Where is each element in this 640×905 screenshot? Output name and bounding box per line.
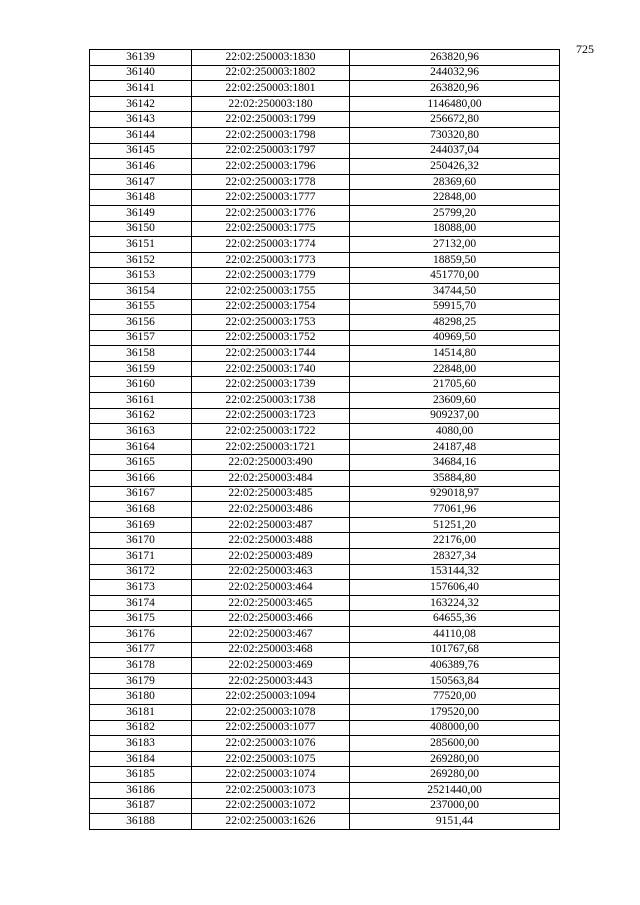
value-cell: 406389,76 [350, 658, 560, 674]
table-row [90, 595, 560, 611]
value-cell: 263820,96 [350, 81, 560, 97]
table-row [90, 736, 560, 752]
cadastral-number-cell: 22:02:250003:490 [192, 455, 350, 471]
table-row [90, 782, 560, 798]
cadastral-number-cell: 22:02:250003:1802 [192, 65, 350, 81]
cadastral-number-cell: 22:02:250003:443 [192, 673, 350, 689]
table-row [90, 190, 560, 206]
value-cell: 244037,04 [350, 143, 560, 159]
row-number-cell: 36152 [90, 252, 192, 268]
value-cell: 1146480,00 [350, 96, 560, 112]
cadastral-number-cell: 22:02:250003:489 [192, 549, 350, 565]
row-number-cell: 36170 [90, 533, 192, 549]
cadastral-number-cell: 22:02:250003:1778 [192, 174, 350, 190]
table-row [90, 127, 560, 143]
table-row [90, 143, 560, 159]
table-body [90, 50, 560, 830]
table-row [90, 377, 560, 393]
value-cell: 48298,25 [350, 315, 560, 331]
row-number-cell: 36183 [90, 736, 192, 752]
table-row [90, 81, 560, 97]
cadastral-number-cell: 22:02:250003:1776 [192, 205, 350, 221]
cadastral-number-cell: 22:02:250003:1074 [192, 767, 350, 783]
cadastral-number-cell: 22:02:250003:1775 [192, 221, 350, 237]
value-cell: 21705,60 [350, 377, 560, 393]
row-number-cell: 36185 [90, 767, 192, 783]
cadastral-number-cell: 22:02:250003:1744 [192, 346, 350, 362]
table-row [90, 642, 560, 658]
value-cell: 150563,84 [350, 673, 560, 689]
cadastral-number-cell: 22:02:250003:1077 [192, 720, 350, 736]
cadastral-number-cell: 22:02:250003:1076 [192, 736, 350, 752]
value-cell: 179520,00 [350, 704, 560, 720]
cadastral-number-cell: 22:02:250003:1738 [192, 393, 350, 409]
table-row [90, 549, 560, 565]
cadastral-number-cell: 22:02:250003:485 [192, 486, 350, 502]
value-cell: 64655,36 [350, 611, 560, 627]
cadastral-number-cell: 22:02:250003:1774 [192, 237, 350, 253]
value-cell: 22176,00 [350, 533, 560, 549]
row-number-cell: 36182 [90, 720, 192, 736]
value-cell: 256672,80 [350, 112, 560, 128]
cadastral-number-cell: 22:02:250003:1801 [192, 81, 350, 97]
table-row [90, 751, 560, 767]
table-row [90, 502, 560, 518]
cadastral-number-cell: 22:02:250003:1740 [192, 361, 350, 377]
cadastral-number-cell: 22:02:250003:1777 [192, 190, 350, 206]
table-row [90, 205, 560, 221]
row-number-cell: 36177 [90, 642, 192, 658]
table-row [90, 315, 560, 331]
value-cell: 730320,80 [350, 127, 560, 143]
table-row [90, 393, 560, 409]
row-number-cell: 36153 [90, 268, 192, 284]
cadastral-number-cell: 22:02:250003:469 [192, 658, 350, 674]
value-cell: 51251,20 [350, 517, 560, 533]
row-number-cell: 36186 [90, 782, 192, 798]
parcel-table [89, 49, 560, 830]
cadastral-number-cell: 22:02:250003:1072 [192, 798, 350, 814]
table-row [90, 252, 560, 268]
value-cell: 18859,50 [350, 252, 560, 268]
cadastral-number-cell: 22:02:250003:466 [192, 611, 350, 627]
value-cell: 408000,00 [350, 720, 560, 736]
cadastral-number-cell: 22:02:250003:1797 [192, 143, 350, 159]
value-cell: 28369,60 [350, 174, 560, 190]
value-cell: 40969,50 [350, 330, 560, 346]
row-number-cell: 36149 [90, 205, 192, 221]
table-row [90, 159, 560, 175]
table-row [90, 174, 560, 190]
row-number-cell: 36161 [90, 393, 192, 409]
value-cell: 163224,32 [350, 595, 560, 611]
cadastral-number-cell: 22:02:250003:1798 [192, 127, 350, 143]
value-cell: 153144,32 [350, 564, 560, 580]
value-cell: 77520,00 [350, 689, 560, 705]
cadastral-number-cell: 22:02:250003:1094 [192, 689, 350, 705]
cadastral-number-cell: 22:02:250003:1799 [192, 112, 350, 128]
row-number-cell: 36167 [90, 486, 192, 502]
cadastral-number-cell: 22:02:250003:1773 [192, 252, 350, 268]
row-number-cell: 36180 [90, 689, 192, 705]
cadastral-number-cell: 22:02:250003:1626 [192, 814, 350, 830]
value-cell: 18088,00 [350, 221, 560, 237]
row-number-cell: 36168 [90, 502, 192, 518]
table-row [90, 611, 560, 627]
row-number-cell: 36145 [90, 143, 192, 159]
value-cell: 23609,60 [350, 393, 560, 409]
cadastral-number-cell: 22:02:250003:464 [192, 580, 350, 596]
cadastral-number-cell: 22:02:250003:1755 [192, 283, 350, 299]
row-number-cell: 36187 [90, 798, 192, 814]
table-row [90, 533, 560, 549]
cadastral-number-cell: 22:02:250003:1078 [192, 704, 350, 720]
row-number-cell: 36174 [90, 595, 192, 611]
cadastral-number-cell: 22:02:250003:1723 [192, 408, 350, 424]
table-row [90, 626, 560, 642]
value-cell: 59915,70 [350, 299, 560, 315]
cadastral-number-cell: 22:02:250003:1754 [192, 299, 350, 315]
row-number-cell: 36181 [90, 704, 192, 720]
table-row [90, 798, 560, 814]
page-number: 725 [576, 42, 594, 56]
value-cell: 451770,00 [350, 268, 560, 284]
row-number-cell: 36157 [90, 330, 192, 346]
row-number-cell: 36171 [90, 549, 192, 565]
cadastral-number-cell: 22:02:250003:1796 [192, 159, 350, 175]
table-row [90, 96, 560, 112]
value-cell: 24187,48 [350, 439, 560, 455]
table-row [90, 346, 560, 362]
cadastral-number-cell: 22:02:250003:1779 [192, 268, 350, 284]
row-number-cell: 36173 [90, 580, 192, 596]
table-row [90, 814, 560, 830]
row-number-cell: 36176 [90, 626, 192, 642]
value-cell: 237000,00 [350, 798, 560, 814]
table-row [90, 408, 560, 424]
value-cell: 157606,40 [350, 580, 560, 596]
value-cell: 269280,00 [350, 767, 560, 783]
row-number-cell: 36163 [90, 424, 192, 440]
row-number-cell: 36159 [90, 361, 192, 377]
table-row [90, 471, 560, 487]
cadastral-number-cell: 22:02:250003:1721 [192, 439, 350, 455]
value-cell: 2521440,00 [350, 782, 560, 798]
table-row [90, 50, 560, 66]
cadastral-number-cell: 22:02:250003:486 [192, 502, 350, 518]
cadastral-number-cell: 22:02:250003:1722 [192, 424, 350, 440]
row-number-cell: 36147 [90, 174, 192, 190]
table-row [90, 65, 560, 81]
table-row [90, 689, 560, 705]
value-cell: 28327,34 [350, 549, 560, 565]
row-number-cell: 36140 [90, 65, 192, 81]
row-number-cell: 36156 [90, 315, 192, 331]
value-cell: 909237,00 [350, 408, 560, 424]
row-number-cell: 36162 [90, 408, 192, 424]
row-number-cell: 36142 [90, 96, 192, 112]
table-row [90, 658, 560, 674]
row-number-cell: 36188 [90, 814, 192, 830]
row-number-cell: 36169 [90, 517, 192, 533]
table-row [90, 720, 560, 736]
row-number-cell: 36139 [90, 50, 192, 66]
cadastral-number-cell: 22:02:250003:1753 [192, 315, 350, 331]
row-number-cell: 36148 [90, 190, 192, 206]
row-number-cell: 36165 [90, 455, 192, 471]
table-row [90, 221, 560, 237]
cadastral-number-cell: 22:02:250003:1073 [192, 782, 350, 798]
value-cell: 34744,50 [350, 283, 560, 299]
table-row [90, 767, 560, 783]
row-number-cell: 36178 [90, 658, 192, 674]
table-row [90, 330, 560, 346]
value-cell: 101767,68 [350, 642, 560, 658]
row-number-cell: 36144 [90, 127, 192, 143]
cadastral-number-cell: 22:02:250003:1830 [192, 50, 350, 66]
row-number-cell: 36166 [90, 471, 192, 487]
value-cell: 22848,00 [350, 190, 560, 206]
value-cell: 27132,00 [350, 237, 560, 253]
value-cell: 44110,08 [350, 626, 560, 642]
value-cell: 263820,96 [350, 50, 560, 66]
table-row [90, 564, 560, 580]
value-cell: 244032,96 [350, 65, 560, 81]
cadastral-number-cell: 22:02:250003:465 [192, 595, 350, 611]
value-cell: 9151,44 [350, 814, 560, 830]
value-cell: 14514,80 [350, 346, 560, 362]
cadastral-number-cell: 22:02:250003:484 [192, 471, 350, 487]
row-number-cell: 36146 [90, 159, 192, 175]
row-number-cell: 36164 [90, 439, 192, 455]
value-cell: 269280,00 [350, 751, 560, 767]
value-cell: 250426,32 [350, 159, 560, 175]
row-number-cell: 36160 [90, 377, 192, 393]
row-number-cell: 36141 [90, 81, 192, 97]
table-row [90, 361, 560, 377]
cadastral-number-cell: 22:02:250003:1752 [192, 330, 350, 346]
row-number-cell: 36175 [90, 611, 192, 627]
row-number-cell: 36172 [90, 564, 192, 580]
cadastral-number-cell: 22:02:250003:467 [192, 626, 350, 642]
value-cell: 929018,97 [350, 486, 560, 502]
value-cell: 34684,16 [350, 455, 560, 471]
cadastral-number-cell: 22:02:250003:180 [192, 96, 350, 112]
table-row [90, 673, 560, 689]
cadastral-number-cell: 22:02:250003:1739 [192, 377, 350, 393]
cadastral-number-cell: 22:02:250003:468 [192, 642, 350, 658]
table-row [90, 283, 560, 299]
value-cell: 4080,00 [350, 424, 560, 440]
table-row [90, 424, 560, 440]
table-row [90, 237, 560, 253]
row-number-cell: 36158 [90, 346, 192, 362]
cadastral-number-cell: 22:02:250003:488 [192, 533, 350, 549]
table-row [90, 455, 560, 471]
table-row [90, 517, 560, 533]
table-row [90, 704, 560, 720]
table-row [90, 439, 560, 455]
value-cell: 77061,96 [350, 502, 560, 518]
row-number-cell: 36154 [90, 283, 192, 299]
value-cell: 25799,20 [350, 205, 560, 221]
value-cell: 35884,80 [350, 471, 560, 487]
value-cell: 22848,00 [350, 361, 560, 377]
row-number-cell: 36184 [90, 751, 192, 767]
table-row [90, 112, 560, 128]
table-row [90, 299, 560, 315]
cadastral-number-cell: 22:02:250003:463 [192, 564, 350, 580]
cadastral-number-cell: 22:02:250003:1075 [192, 751, 350, 767]
row-number-cell: 36151 [90, 237, 192, 253]
row-number-cell: 36143 [90, 112, 192, 128]
table-row [90, 486, 560, 502]
row-number-cell: 36179 [90, 673, 192, 689]
row-number-cell: 36150 [90, 221, 192, 237]
cadastral-number-cell: 22:02:250003:487 [192, 517, 350, 533]
table-row [90, 268, 560, 284]
row-number-cell: 36155 [90, 299, 192, 315]
value-cell: 285600,00 [350, 736, 560, 752]
table-row [90, 580, 560, 596]
